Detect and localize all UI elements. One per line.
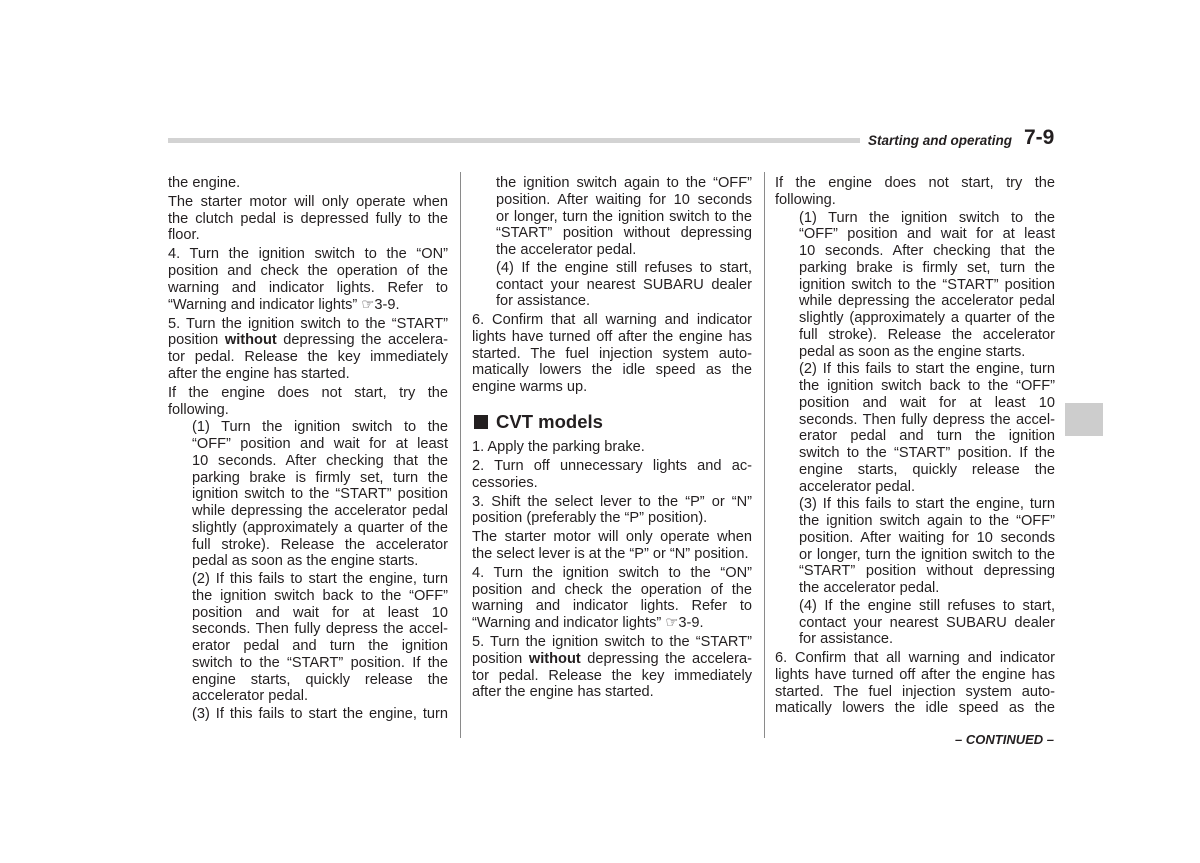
text-line: pedal as soon as the engine starts. (192, 553, 419, 570)
text-line: full stroke). Release the accelerator (192, 536, 448, 553)
text-line: while depressing the accelerator pedal (192, 503, 448, 519)
text-line: If the engine does not start, try the (168, 384, 448, 401)
text-line: parking brake is firmly set, turn the (799, 259, 1055, 276)
text-line: (3) If this fails to start the engine, turn (192, 706, 448, 722)
text-line: for assistance. (799, 631, 894, 648)
paragraph (168, 383, 448, 419)
text-line: 1. Apply the parking brake. (472, 438, 645, 455)
text-line: contact your nearest SUBARU dealer (799, 614, 1055, 631)
paragraph (775, 648, 1055, 717)
text-line: (2) If this fails to start the engine, turn (192, 571, 448, 587)
text-line: switch to the “START” position. If the (799, 445, 1055, 461)
text-line: switch to the “START” position. If the (192, 654, 448, 671)
text-line: or longer, turn the ignition switch to the (496, 208, 752, 225)
text-line: tor pedal. Release the key immediately (168, 349, 448, 366)
paragraph (168, 244, 448, 313)
column-divider (460, 172, 461, 738)
sub-paragraph (168, 705, 448, 723)
text-line: slightly (approximately a quarter of the (799, 310, 1055, 326)
text-line: position and check the operation of the (168, 263, 448, 280)
text-line: The starter motor will only operate when (168, 193, 448, 210)
paragraph (775, 175, 1055, 209)
paragraph (472, 456, 752, 492)
text-line: (4) If the engine still refuses to start, (799, 597, 1055, 614)
text-line: started. The fuel injection system auto- (472, 345, 752, 362)
text-line: 4. Turn the ignition switch to the “ON” (168, 246, 448, 263)
text-run: position (168, 332, 225, 349)
text-line: the ignition switch again to the “OFF” (799, 513, 1055, 529)
text-line: (1) Turn the ignition switch to the (192, 419, 448, 436)
text-line: 10 seconds. After checking that the (192, 452, 448, 469)
text-line: seconds. Then fully depress the accel- (799, 411, 1055, 428)
text-line: following. (168, 401, 229, 418)
column-1 (168, 175, 448, 723)
text-line: 4. Turn the ignition switch to the “ON” (472, 564, 752, 581)
sub-paragraph (775, 597, 1055, 648)
text-line: the ignition switch again to the “OFF” (496, 175, 752, 191)
text-line: (4) If the engine still refuses to start, (496, 259, 752, 276)
paragraph (168, 192, 448, 244)
text-line: position (preferably the “P” position). (472, 510, 708, 527)
text-line: the select lever is at the “P” or “N” position. (472, 545, 749, 562)
text-line: seconds. Then fully depress the accel- (192, 621, 448, 638)
column-2 (472, 175, 752, 701)
text-line: after the engine has started. (472, 684, 654, 701)
section-title: Starting and operating (867, 133, 1012, 148)
paragraph (168, 313, 448, 382)
sub-paragraph (168, 418, 448, 570)
text-line: engine starts, quickly release the (799, 461, 1055, 478)
text-line: full stroke). Release the accelerator (799, 326, 1055, 343)
page-number: 7-9 (1024, 126, 1055, 149)
text-line: ignition switch to the “START” position (799, 276, 1055, 293)
section-heading (472, 396, 752, 437)
text-line: the engine. (168, 175, 241, 191)
chapter-tab (1065, 403, 1103, 436)
sub-paragraph (775, 495, 1055, 597)
sub-paragraph (168, 570, 448, 705)
sub-paragraph (775, 209, 1055, 361)
text-line: after the engine has started. (168, 365, 350, 382)
text-line: 3. Shift the select lever to the “P” or “N” (472, 493, 752, 510)
text-line: “Warning and indicator lights” ☞3-9. (168, 296, 400, 313)
text-line: matically lowers the idle speed as the (775, 700, 1055, 717)
text-line: warning and indicator lights. Refer to (472, 598, 752, 615)
text-line: 6. Confirm that all warning and indicator (472, 312, 752, 329)
paragraph (472, 563, 752, 632)
section-heading-text: CVT models (496, 411, 603, 433)
paragraph (168, 175, 448, 192)
text-line: position and wait for at least 10 (192, 604, 448, 621)
text-line: engine starts, quickly release the (192, 671, 448, 688)
bold-text: without (224, 332, 277, 349)
continued-note: – CONTINUED – (955, 732, 1054, 747)
text-line: lights have turned off after the engine has (472, 328, 752, 345)
text-line: (2) If this fails to start the engine, turn (799, 361, 1055, 378)
text-line: cessories. (472, 474, 538, 491)
text-line: floor. (168, 227, 200, 244)
text-line: erator pedal and turn the ignition (799, 428, 1055, 445)
text-line: If the engine does not start, try the (775, 175, 1055, 191)
text-line: slightly (approximately a quarter of the (192, 519, 448, 536)
heading-square-icon (474, 415, 488, 429)
text-line: the accelerator pedal. (799, 580, 940, 596)
text-line: warning and indicator lights. Refer to (168, 279, 448, 296)
sub-paragraph (472, 259, 752, 310)
text-line: matically lowers the idle speed as the (472, 362, 752, 379)
text-line (168, 332, 448, 349)
text-line: the ignition switch back to the “OFF” (799, 378, 1055, 394)
text-line: 5. Turn the ignition switch to the “START” (472, 634, 752, 651)
column-divider (764, 172, 765, 738)
text-line: engine warms up. (472, 379, 588, 396)
sub-paragraph (775, 360, 1055, 495)
text-line: accelerator pedal. (799, 478, 916, 495)
text-line: 10 seconds. After checking that the (799, 243, 1055, 259)
text-line: position. After waiting for 10 seconds (496, 191, 752, 208)
text-line: accelerator pedal. (192, 688, 309, 705)
text-line: 2. Turn off unnecessary lights and ac- (472, 457, 752, 474)
text-run: depressing the accelera- (276, 332, 449, 349)
text-line: or longer, turn the ignition switch to the (799, 546, 1055, 563)
bold-text: without (528, 650, 581, 667)
paragraph (472, 310, 752, 396)
text-line: started. The fuel injection system auto- (775, 683, 1055, 700)
text-line: the accelerator pedal. (496, 242, 637, 258)
text-line: the clutch pedal is depressed fully to the (168, 210, 448, 227)
header-rule (168, 138, 860, 143)
text-line: “OFF” position and wait for at least (799, 226, 1055, 243)
text-line: ignition switch to the “START” position (192, 486, 448, 503)
text-line: lights have turned off after the engine has (775, 666, 1055, 683)
paragraph (472, 632, 752, 701)
paragraph (472, 437, 752, 456)
text-line: (3) If this fails to start the engine, turn (799, 496, 1055, 513)
paragraph (472, 527, 752, 563)
text-line: the ignition switch back to the “OFF” (192, 587, 448, 604)
text-line: following. (775, 191, 836, 208)
column-3 (775, 175, 1055, 717)
text-line: 6. Confirm that all warning and indicator (775, 650, 1055, 667)
text-line: The starter motor will only operate when (472, 529, 752, 546)
text-line: parking brake is firmly set, turn the (192, 469, 448, 486)
text-run: position (472, 650, 529, 667)
text-line: 5. Turn the ignition switch to the “START” (168, 315, 448, 332)
text-line: (1) Turn the ignition switch to the (799, 209, 1055, 226)
sub-paragraph (472, 175, 752, 259)
text-line: “START” position without depressing (496, 225, 752, 242)
text-line: “START” position without depressing (799, 563, 1055, 580)
text-line: contact your nearest SUBARU dealer (496, 276, 752, 293)
text-line: “Warning and indicator lights” ☞3-9. (472, 615, 704, 632)
text-line: position and check the operation of the (472, 581, 752, 598)
text-line (472, 651, 752, 668)
text-line: while depressing the accelerator pedal (799, 293, 1055, 310)
text-line: tor pedal. Release the key immediately (472, 667, 752, 684)
text-line: for assistance. (496, 293, 591, 310)
text-line: erator pedal and turn the ignition (192, 638, 448, 654)
paragraph (472, 491, 752, 527)
text-line: position and wait for at least 10 (799, 394, 1055, 411)
text-line: “OFF” position and wait for at least (192, 436, 448, 452)
text-line: pedal as soon as the engine starts. (799, 343, 1026, 360)
text-line: position. After waiting for 10 seconds (799, 529, 1055, 546)
text-run: depressing the accelera- (580, 650, 753, 667)
